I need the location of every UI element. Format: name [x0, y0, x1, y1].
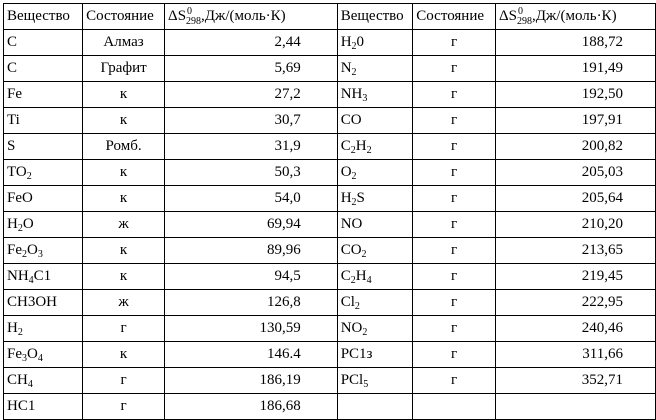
- right-entropy-cell: 240,46: [495, 316, 655, 342]
- header-entropy: [165, 4, 338, 30]
- formula-part: NH: [7, 268, 29, 284]
- formula-part: HC1: [7, 398, 36, 414]
- entropy-table-container: [3, 3, 656, 420]
- table-row: [4, 238, 656, 264]
- right-entropy-cell: 205,03: [495, 160, 655, 186]
- formula-part: 0: [356, 34, 365, 50]
- formula-subscript: 2: [350, 275, 356, 286]
- header-entropy-unit: ,Дж/(моль·К): [201, 8, 286, 24]
- header-substance: Вещество: [4, 4, 83, 30]
- left-state-cell: Ромб.: [83, 134, 165, 160]
- left-state-cell: к: [83, 238, 165, 264]
- right-substance-cell: [337, 56, 413, 82]
- left-substance-cell: [4, 290, 83, 316]
- formula-part: PC1з: [340, 346, 373, 362]
- header-entropy-symbol: ΔS: [168, 8, 187, 24]
- right-entropy-cell: 352,71: [495, 368, 655, 394]
- left-substance-cell: [4, 264, 83, 290]
- formula-subscript: 4: [28, 275, 34, 286]
- formula-subscript: 3: [37, 249, 43, 260]
- formula-part: Fe: [7, 242, 22, 258]
- formula-part: NO: [340, 320, 363, 336]
- right-substance-cell: [337, 82, 413, 108]
- formula-part: S: [356, 190, 365, 206]
- formula-part: Fe: [7, 86, 22, 102]
- left-substance-cell: [4, 108, 83, 134]
- right-state-cell: г: [413, 56, 496, 82]
- formula-subscript: 2: [17, 223, 23, 234]
- right-state-cell: г: [413, 368, 496, 394]
- formula-subscript: 2: [351, 197, 357, 208]
- left-entropy-cell: 31,9: [165, 134, 338, 160]
- header-entropy-2: [495, 4, 655, 30]
- left-state-cell: к: [83, 160, 165, 186]
- right-entropy-cell: 311,66: [495, 342, 655, 368]
- left-state-cell: Алмаз: [83, 30, 165, 56]
- formula-subscript: 4: [366, 275, 372, 286]
- header-entropy-sup: 0: [187, 6, 193, 17]
- table-row: [4, 316, 656, 342]
- formula-part: H: [7, 320, 18, 336]
- right-substance-cell: [337, 394, 413, 420]
- header-entropy-sub-2: 298: [516, 16, 532, 27]
- table-row: [4, 56, 656, 82]
- formula-subscript: 3: [22, 353, 27, 364]
- formula-part: H: [7, 216, 18, 232]
- table-row: [4, 160, 656, 186]
- left-state-cell: ж: [83, 290, 165, 316]
- right-substance-cell: [337, 316, 413, 342]
- left-substance-cell: [4, 394, 83, 420]
- formula-part: H: [355, 138, 367, 154]
- header-entropy-sub: 298: [186, 16, 202, 27]
- header-entropy-sup-2: 0: [517, 6, 523, 17]
- right-state-cell: г: [413, 82, 496, 108]
- right-state-cell: г: [413, 186, 496, 212]
- formula-part: C1: [33, 268, 52, 284]
- right-entropy-cell: 213,65: [495, 238, 655, 264]
- formula-part: Cl: [340, 294, 355, 310]
- right-entropy-cell: 205,64: [495, 186, 655, 212]
- formula-part: NH: [340, 86, 363, 102]
- formula-subscript: 2: [351, 41, 357, 52]
- formula-part: O: [340, 164, 352, 180]
- right-entropy-cell: 191,49: [495, 56, 655, 82]
- right-entropy-cell: 222,95: [495, 290, 655, 316]
- left-substance-cell: [4, 160, 83, 186]
- right-substance-cell: [337, 368, 413, 394]
- left-entropy-cell: 69,94: [165, 212, 338, 238]
- formula-subscript: 2: [351, 67, 357, 78]
- left-entropy-cell: 130,59: [165, 316, 338, 342]
- left-state-cell: г: [83, 394, 165, 420]
- left-substance-cell: [4, 30, 83, 56]
- left-state-cell: Графит: [83, 56, 165, 82]
- right-entropy-cell: 188,72: [495, 30, 655, 56]
- formula-part: H: [355, 268, 367, 284]
- right-entropy-cell: [495, 394, 655, 420]
- table-row: [4, 30, 656, 56]
- left-substance-cell: [4, 134, 83, 160]
- right-state-cell: г: [413, 212, 496, 238]
- left-entropy-cell: 54,0: [165, 186, 338, 212]
- formula-subscript: 2: [361, 249, 367, 260]
- left-entropy-cell: 30,7: [165, 108, 338, 134]
- table-row: [4, 134, 656, 160]
- left-substance-cell: [4, 212, 83, 238]
- right-substance-cell: [337, 186, 413, 212]
- left-state-cell: к: [83, 108, 165, 134]
- formula-subscript: 2: [362, 327, 368, 338]
- formula-part: NO: [340, 216, 363, 232]
- formula-part: N: [340, 60, 352, 76]
- right-state-cell: г: [413, 238, 496, 264]
- formula-subscript: 2: [354, 301, 360, 312]
- left-entropy-cell: 186,68: [165, 394, 338, 420]
- formula-part: C: [340, 138, 351, 154]
- entropy-table: [3, 3, 656, 420]
- right-substance-cell: [337, 238, 413, 264]
- formula-part: O: [27, 242, 38, 258]
- formula-part: C: [340, 268, 351, 284]
- left-state-cell: г: [83, 368, 165, 394]
- left-entropy-cell: 5,69: [165, 56, 338, 82]
- formula-part: CH: [7, 372, 28, 388]
- right-entropy-cell: 210,20: [495, 212, 655, 238]
- left-substance-cell: [4, 56, 83, 82]
- left-entropy-cell: 186,19: [165, 368, 338, 394]
- left-substance-cell: [4, 316, 83, 342]
- right-state-cell: г: [413, 30, 496, 56]
- formula-subscript: 2: [17, 327, 23, 338]
- formula-part: PCl: [340, 372, 364, 388]
- table-row: [4, 212, 656, 238]
- left-entropy-cell: 2,44: [165, 30, 338, 56]
- right-state-cell: г: [413, 160, 496, 186]
- header-row: [4, 4, 656, 30]
- formula-part: Ti: [7, 112, 20, 128]
- right-state-cell: [413, 394, 496, 420]
- formula-subscript: 2: [366, 145, 372, 156]
- table-row: [4, 108, 656, 134]
- table-row: [4, 264, 656, 290]
- left-entropy-cell: 94,5: [165, 264, 338, 290]
- formula-part: O: [22, 216, 34, 232]
- right-entropy-cell: 197,91: [495, 108, 655, 134]
- table-body: [4, 30, 656, 420]
- right-entropy-cell: 219,45: [495, 264, 655, 290]
- formula-part: S: [7, 138, 16, 154]
- formula-part: CO: [340, 112, 362, 128]
- left-state-cell: к: [83, 82, 165, 108]
- right-state-cell: г: [413, 342, 496, 368]
- left-entropy-cell: 50,3: [165, 160, 338, 186]
- right-state-cell: г: [413, 264, 496, 290]
- left-state-cell: ж: [83, 212, 165, 238]
- formula-part: CO: [340, 242, 362, 258]
- left-state-cell: к: [83, 186, 165, 212]
- table-row: [4, 368, 656, 394]
- table-row: [4, 186, 656, 212]
- right-state-cell: г: [413, 316, 496, 342]
- right-entropy-cell: 192,50: [495, 82, 655, 108]
- right-substance-cell: [337, 108, 413, 134]
- formula-subscript: 4: [27, 379, 33, 390]
- left-entropy-cell: 89,96: [165, 238, 338, 264]
- right-substance-cell: [337, 342, 413, 368]
- header-entropy-unit-2: ,Дж/(моль·К): [531, 8, 617, 24]
- header-entropy-symbol-2: ΔS: [498, 8, 517, 24]
- formula-part: H: [340, 34, 352, 50]
- right-state-cell: г: [413, 108, 496, 134]
- formula-subscript: 2: [351, 171, 357, 182]
- left-state-cell: к: [83, 342, 165, 368]
- left-substance-cell: [4, 238, 83, 264]
- formula-part: CH3OH: [7, 294, 58, 310]
- header-state: Состояние: [83, 4, 165, 30]
- right-substance-cell: [337, 212, 413, 238]
- left-state-cell: г: [83, 316, 165, 342]
- header-substance-2: Вещество: [337, 4, 413, 30]
- formula-part: Fe: [7, 346, 22, 362]
- left-entropy-cell: 126,8: [165, 290, 338, 316]
- table-row: [4, 342, 656, 368]
- left-substance-cell: [4, 368, 83, 394]
- left-substance-cell: [4, 342, 83, 368]
- table-row: [4, 290, 656, 316]
- left-substance-cell: [4, 82, 83, 108]
- header-state-2: Состояние: [413, 4, 496, 30]
- formula-part: H: [340, 190, 352, 206]
- formula-subscript: 4: [37, 353, 43, 364]
- right-substance-cell: [337, 290, 413, 316]
- formula-part: C: [7, 60, 18, 76]
- formula-part: TO: [7, 164, 27, 180]
- right-state-cell: г: [413, 290, 496, 316]
- right-substance-cell: [337, 160, 413, 186]
- left-entropy-cell: 146.4: [165, 342, 338, 368]
- left-entropy-cell: 27,2: [165, 82, 338, 108]
- right-state-cell: г: [413, 134, 496, 160]
- formula-part: C: [7, 34, 18, 50]
- right-substance-cell: [337, 134, 413, 160]
- left-state-cell: к: [83, 264, 165, 290]
- formula-subscript: 3: [362, 93, 368, 104]
- formula-subscript: 2: [26, 171, 32, 182]
- right-entropy-cell: 200,82: [495, 134, 655, 160]
- table-row: [4, 394, 656, 420]
- left-substance-cell: [4, 186, 83, 212]
- formula-subscript: 5: [363, 379, 369, 390]
- table-row: [4, 82, 656, 108]
- formula-part: FeO: [7, 190, 33, 206]
- formula-subscript: 2: [22, 249, 27, 260]
- formula-part: O: [27, 346, 38, 362]
- right-substance-cell: [337, 30, 413, 56]
- right-substance-cell: [337, 264, 413, 290]
- formula-subscript: 2: [350, 145, 356, 156]
